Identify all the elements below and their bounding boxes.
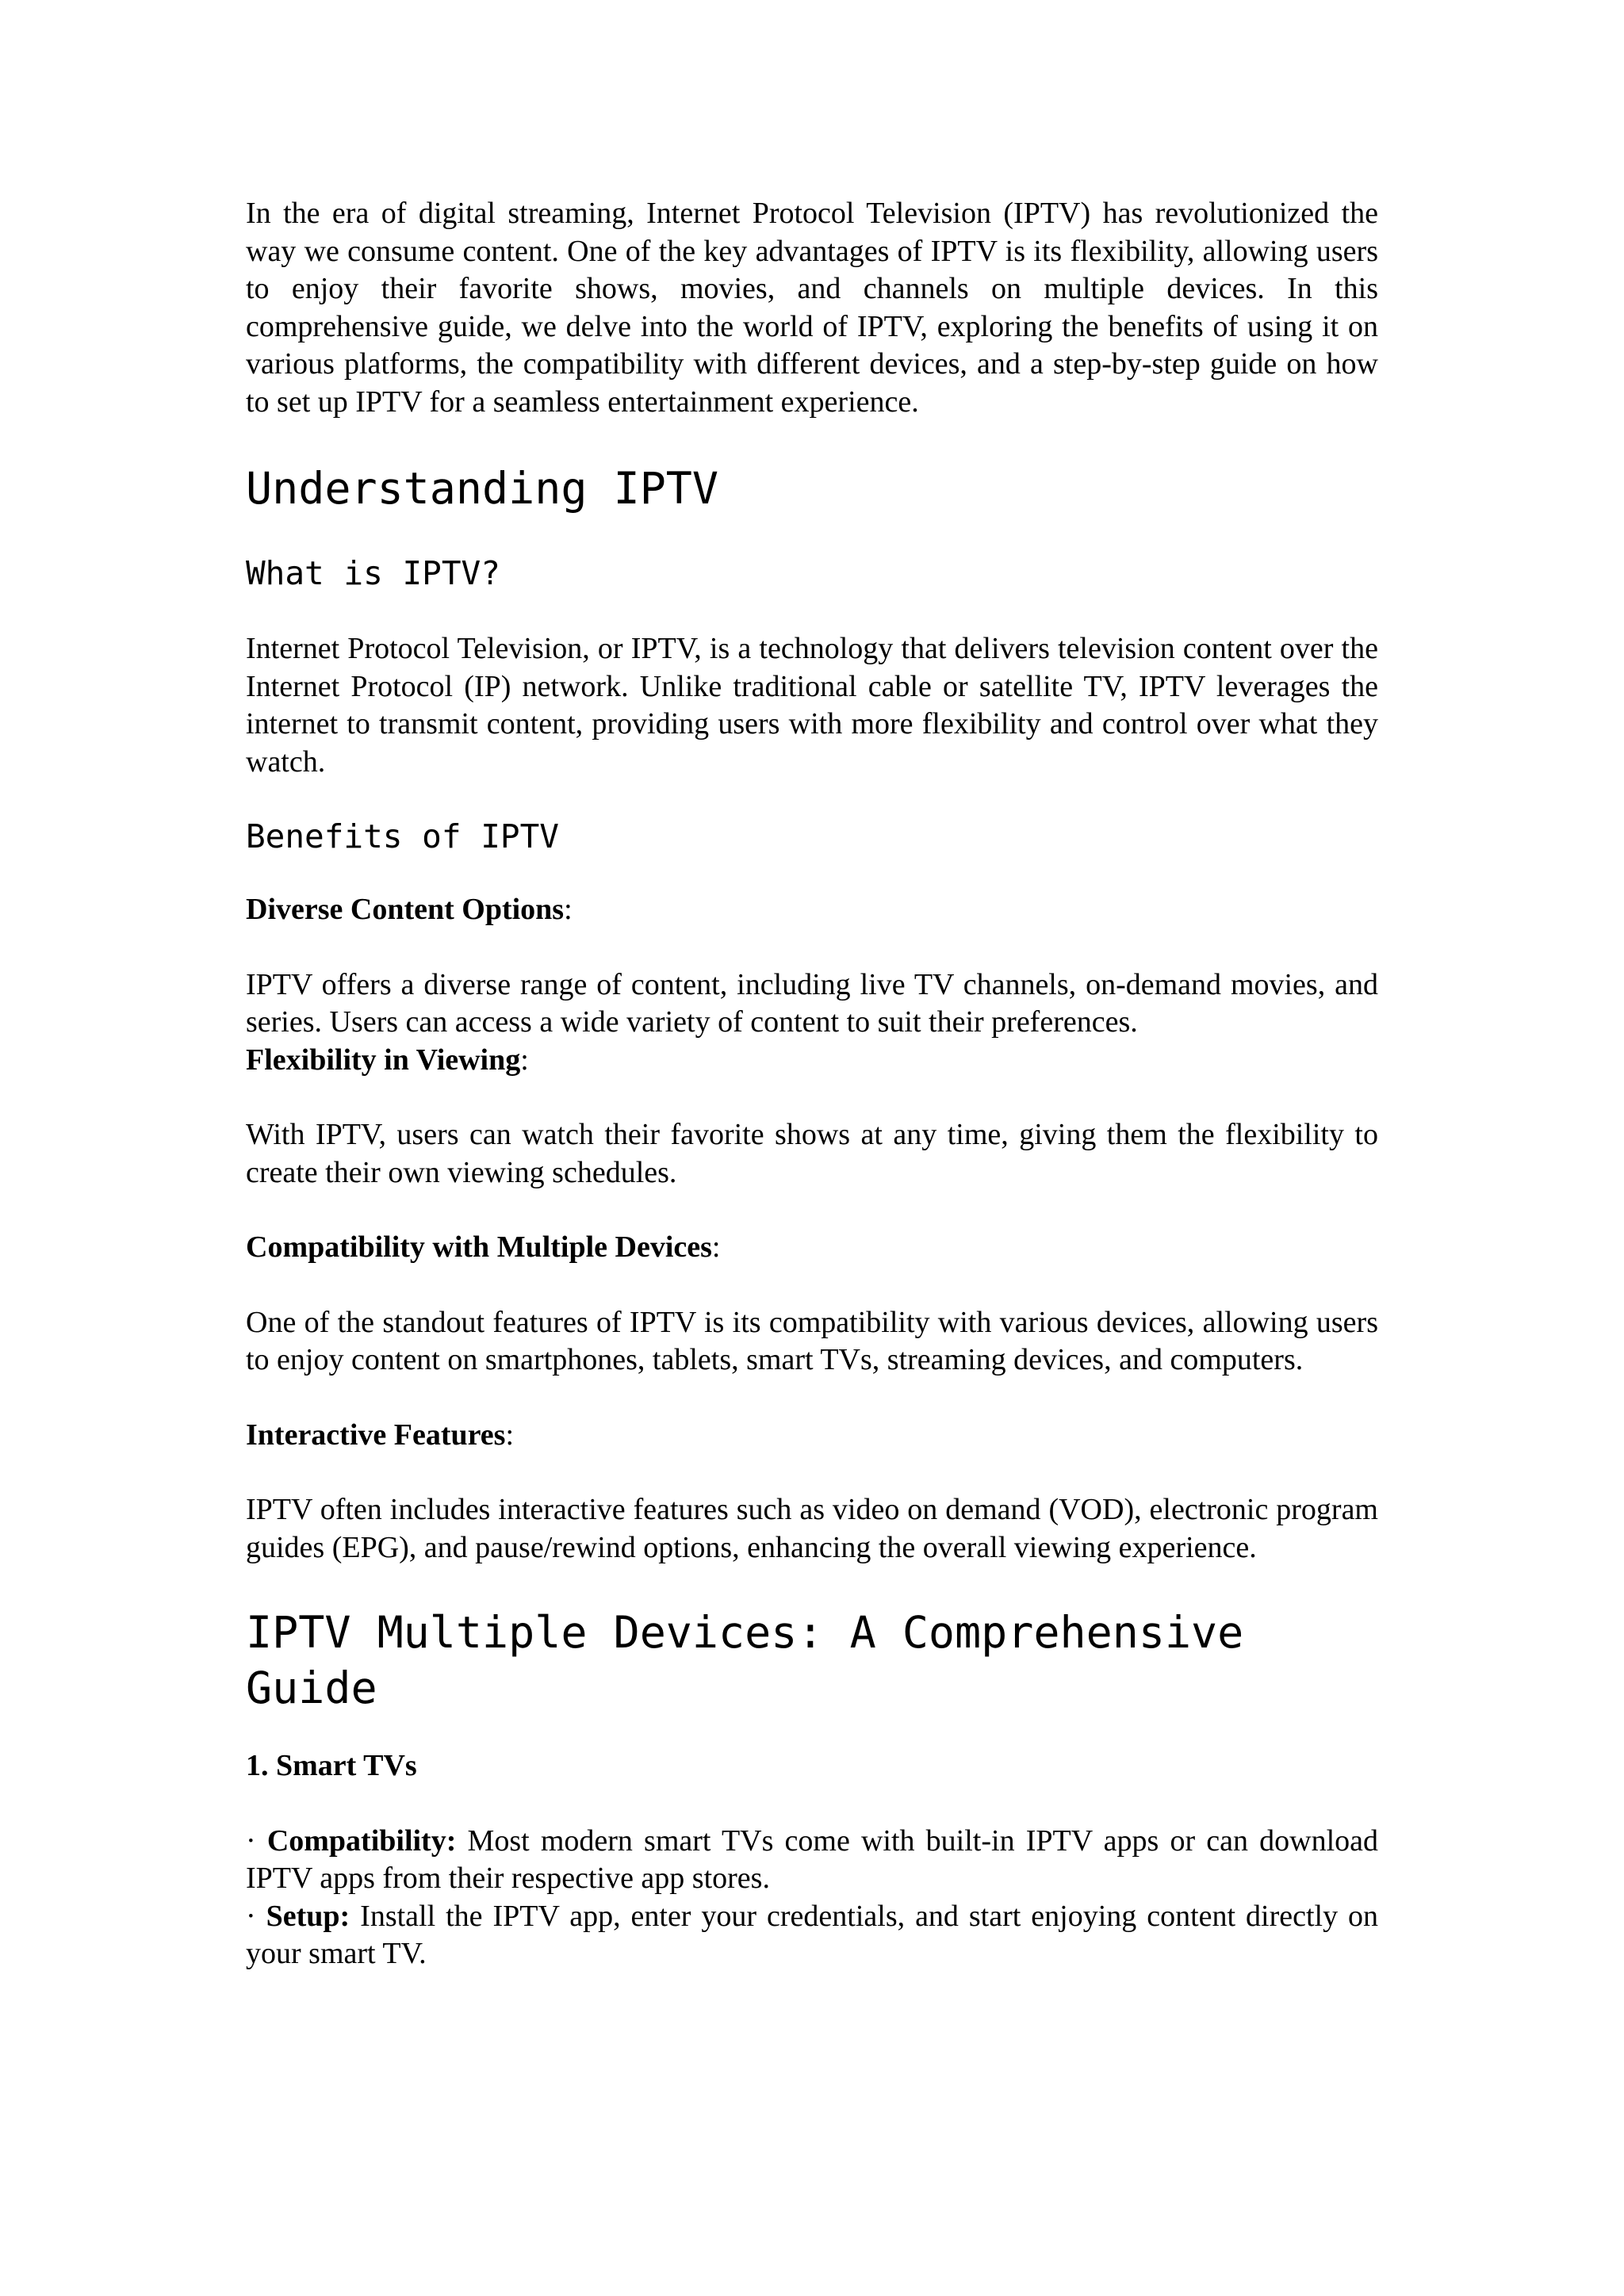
benefit-label-text: Compatibility with Multiple Devices	[246, 1230, 712, 1264]
heading-smart-tvs	[246, 1747, 1378, 1785]
benefit-label-colon: :	[711, 1230, 721, 1264]
what-is-iptv-paragraph: Internet Protocol Television, or IPTV, is a technology that delivers television content over the Internet Protocol (IP) network. Unlike traditional cable or satellite TV, IPTV leverages the internet to transmit content, providing users with more flexibility and control over what they watch.	[246, 632, 1378, 779]
bullet-marker: ·	[246, 1899, 256, 1933]
benefit-label-diverse-content	[246, 891, 1378, 929]
bullet-setup	[246, 1898, 1378, 1973]
benefit-body-flexibility: With IPTV, users can watch their favorite shows at any time, giving them the flexibility to create their own viewing schedules.	[246, 1118, 1378, 1189]
heading-benefits-of-iptv: Benefits of IPTV	[246, 817, 559, 855]
benefit-label-text: Interactive Features	[246, 1418, 506, 1452]
bullet-compatibility	[246, 1823, 1378, 1898]
heading-iptv-multiple-devices: IPTV Multiple Devices: A Comprehensive Guide	[246, 1607, 1244, 1713]
bullet-marker: ·	[246, 1823, 256, 1858]
document-page	[246, 195, 1378, 1973]
bullet-label: Setup:	[266, 1899, 350, 1933]
benefit-label-compatibility	[246, 1229, 1378, 1267]
bullet-text: Install the IPTV app, enter your credentials, and start enjoying content directly on your smart TV.	[246, 1899, 1379, 1970]
benefit-label-flexibility	[246, 1042, 1378, 1080]
heading-what-is-iptv: What is IPTV?	[246, 554, 500, 592]
heading-smart-tvs-text: 1. Smart TVs	[246, 1749, 417, 1782]
benefit-label-text: Flexibility in Viewing	[246, 1043, 521, 1077]
benefit-label-colon: :	[520, 1043, 529, 1077]
benefit-body-compatibility: One of the standout features of IPTV is its compatibility with various devices, allowing users to enjoy content on smartphones, tablets, smart TVs, streaming devices, and computers.	[246, 1305, 1378, 1376]
benefit-label-colon: :	[505, 1418, 515, 1452]
bullet-label: Compatibility:	[266, 1823, 457, 1858]
benefit-label-text: Diverse Content Options	[246, 893, 565, 926]
benefit-body-interactive: IPTV often includes interactive features such as video on demand (VOD), electronic program guides (EPG), and pause/rewind options, enhancing the overall viewing experience.	[246, 1493, 1378, 1564]
benefit-label-interactive	[246, 1417, 1378, 1455]
intro-paragraph: In the era of digital streaming, Internet Protocol Television (IPTV) has revolutionized the way we consume content. One of the key advantages of IPTV is its flexibility, allowing users to enjoy their favorite shows, movies, and channels on multiple devices. In this comprehensive guide, we delve into the world of IPTV, exploring the benefits of using it on various platforms, the compatibility with different devices, and a step-by-step guide on how to set up IPTV for a seamless entertainment experience.	[246, 197, 1378, 419]
benefit-label-colon: :	[564, 893, 573, 926]
bullet-text: Most modern smart TVs come with built-in IPTV apps or can download IPTV apps from their respective app stores.	[246, 1823, 1378, 1895]
benefit-body-diverse-content: IPTV offers a diverse range of content, including live TV channels, on-demand movies, and series. Users can access a wide variety of content to suit their preferences.	[246, 967, 1378, 1039]
heading-understanding-iptv: Understanding IPTV	[246, 463, 719, 514]
